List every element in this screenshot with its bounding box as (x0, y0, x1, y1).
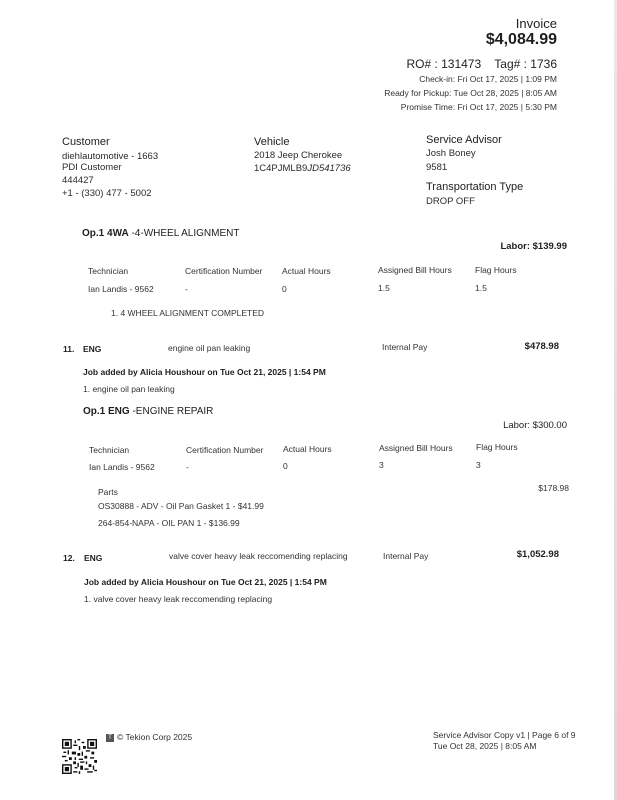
op-labor: Labor: $139.99 (500, 241, 567, 252)
job-number: 11. (63, 344, 75, 354)
cell-actual-hours: 0 (283, 461, 288, 471)
col-actual-hours: Actual Hours (282, 266, 331, 276)
job-pay-type: Internal Pay (382, 342, 428, 352)
op-description: -4-WHEEL ALIGNMENT (128, 228, 240, 239)
op-description: -ENGINE REPAIR (129, 406, 214, 417)
qr-code-icon (62, 739, 97, 774)
part-line: 264-854-NAPA - OIL PAN 1 - $136.99 (98, 518, 240, 528)
vin-suffix: JD541736 (307, 163, 351, 174)
customer-number: 444427 (62, 175, 94, 186)
parts-total: $178.98 (538, 483, 569, 493)
job-pay-type: Internal Pay (383, 551, 429, 561)
job-added-by: Job added by Alicia Houshour on Tue Oct 21, 2025 | 1:54 PM (83, 367, 326, 377)
cell-assigned-bill-hours: 1.5 (378, 283, 390, 293)
job-code: ENG (84, 553, 103, 563)
col-assigned-bill-hours: Assigned Bill Hours (378, 265, 452, 275)
cell-actual-hours: 0 (282, 284, 287, 294)
col-actual-hours: Actual Hours (283, 444, 332, 454)
cell-technician: Ian Landis - 9562 (89, 462, 155, 472)
vehicle-model: 2018 Jeep Cherokee (254, 150, 343, 161)
col-certification: Certification Number (185, 266, 263, 276)
advisor-id: 9581 (426, 162, 448, 173)
col-certification: Certification Number (186, 445, 264, 455)
ro-tag-numbers: RO# : 131473 Tag# : 1736 (406, 57, 557, 71)
job-description: valve cover heavy leak reccomending replacing (169, 551, 348, 561)
customer-heading: Customer (62, 136, 110, 148)
vin-prefix: 1C4PJMLB9 (254, 163, 308, 174)
transportation-value: DROP OFF (426, 196, 475, 207)
promise-time: Promise Time: Fri Oct 17, 2025 | 5:30 PM (400, 102, 557, 112)
transportation-heading: Transportation Type (426, 181, 524, 193)
parts-heading: Parts (98, 487, 118, 497)
tekion-logo-icon: T (106, 734, 114, 742)
job-added-by: Job added by Alicia Houshour on Tue Oct 21, 2025 | 1:54 PM (84, 577, 327, 587)
job-concern: 1. engine oil pan leaking (83, 384, 175, 394)
invoice-total: $4,084.99 (485, 31, 557, 48)
cell-technician: Ian Landis - 9562 (88, 284, 154, 294)
cell-certification: - (186, 462, 189, 472)
op-labor: Labor: $300.00 (503, 420, 567, 431)
customer-type: PDI Customer (62, 162, 122, 173)
job-code: ENG (83, 344, 102, 354)
col-technician: Technician (88, 266, 129, 276)
op-title (82, 228, 239, 239)
op-code: Op.1 ENG (83, 406, 130, 417)
op-title (83, 406, 213, 417)
vehicle-vin (254, 163, 351, 174)
advisor-name: Josh Boney (426, 148, 476, 159)
job-amount: $1,052.98 (516, 549, 559, 560)
customer-name: diehlautomotive - 1663 (62, 151, 159, 162)
op-note: 1. 4 WHEEL ALIGNMENT COMPLETED (111, 308, 265, 318)
op-code: Op.1 4WA (82, 228, 129, 239)
service-advisor-heading: Service Advisor (426, 134, 502, 146)
job-amount: $478.98 (524, 341, 559, 352)
vehicle-heading: Vehicle (254, 136, 290, 148)
invoice-title: Invoice (515, 16, 557, 31)
col-flag-hours: Flag Hours (475, 265, 517, 275)
part-line: OS30888 - ADV - Oil Pan Gasket 1 - $41.99 (98, 501, 264, 511)
job-number: 12. (63, 553, 75, 563)
copyright-text: © Tekion Corp 2025 (117, 732, 193, 742)
col-technician: Technician (89, 445, 130, 455)
col-flag-hours: Flag Hours (476, 442, 518, 452)
cell-certification: - (185, 284, 188, 294)
checkin-time: Check-in: Fri Oct 17, 2025 | 1:09 PM (419, 74, 557, 84)
footer-copyright (106, 732, 192, 742)
cell-flag-hours: 1.5 (475, 283, 487, 293)
ready-for-pickup-time: Ready for Pickup: Tue Oct 28, 2025 | 8:05 AM (384, 88, 557, 98)
job-description: engine oil pan leaking (168, 343, 251, 353)
col-assigned-bill-hours: Assigned Bill Hours (379, 443, 453, 453)
job-concern: 1. valve cover heavy leak reccomending replacing (84, 594, 273, 604)
copy-page-info: Service Advisor Copy v1 | Page 6 of 9 (433, 730, 576, 740)
cell-assigned-bill-hours: 3 (379, 460, 384, 470)
cell-flag-hours: 3 (476, 460, 481, 470)
customer-phone: +1 - (330) 477 - 5002 (62, 188, 152, 199)
footer-date: Tue Oct 28, 2025 | 8:05 AM (433, 741, 537, 751)
